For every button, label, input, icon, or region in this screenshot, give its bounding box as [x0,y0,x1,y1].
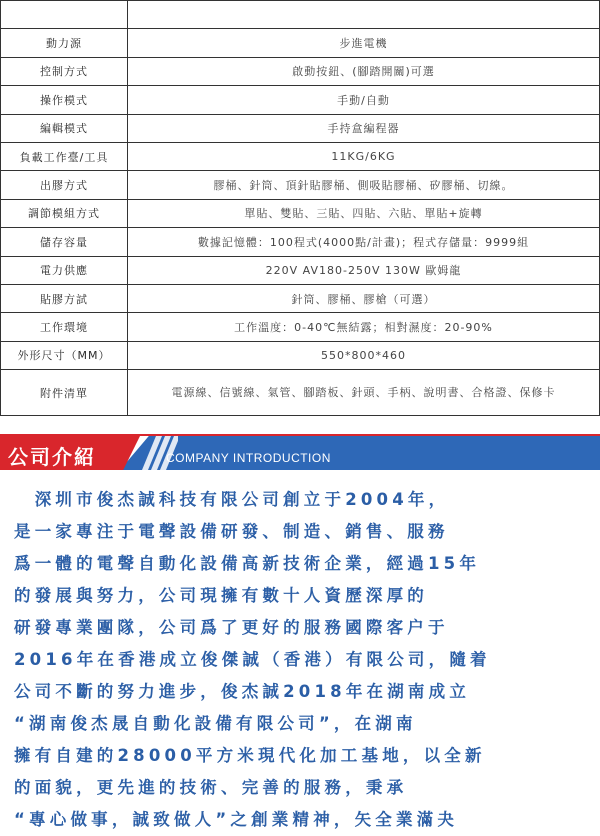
spec-label: 外形尺寸（MM） [1,341,128,369]
intro-line: 公司不斷的努力進步，俊杰誠2018年在湖南成立 [14,682,471,701]
spec-label: 儲存容量 [1,228,128,256]
spec-row [1,171,600,199]
spec-label: 操作模式 [1,86,128,114]
spec-row [1,29,600,57]
spec-label: 調節模組方式 [1,199,128,227]
intro-line: 的面貌，更先進的技術、完善的服務，秉承 [14,778,408,797]
spec-value: 550*800*460 [128,341,600,369]
section-title: 公司介紹 [8,445,96,469]
spec-value: 工作溫度：0-40℃無結露；相對濕度：20-90% [128,313,600,341]
spec-value: 電源線、信號線、氣管、腳踏板、針頭、手柄、說明書、合格證、保修卡 [128,370,600,416]
spec-value [128,1,600,29]
spec-value: 單貼、雙貼、三貼、四貼、六貼、單貼+旋轉 [128,199,600,227]
spec-value: 11KG/6KG [128,142,600,170]
intro-line: “湖南俊杰晟自動化設備有限公司”，在湖南 [14,714,417,733]
spec-table [0,0,600,416]
intro-line: 深圳市俊杰誠科技有限公司創立于2004年， [14,490,450,509]
spec-label: 出膠方式 [1,171,128,199]
spec-row [1,114,600,142]
intro-line: 擁有自建的28000平方米現代化加工基地，以全新 [14,746,486,765]
intro-line: 是一家專注于電聲設備研發、制造、銷售、服務 [14,522,449,541]
spec-value: 數據記憶體：100程式(4000點/計畫)；程式存儲量：9999組 [128,228,600,256]
spec-value: 220V AV180-250V 130W 歐姆龍 [128,256,600,284]
intro-line: “專心做事，誠致做人”之創業精神，矢全業滿夬 [14,810,459,829]
intro-line: 的發展與努力，公司現擁有數十人資歷深厚的 [14,586,428,605]
spec-value: 膠桶、針筒、頂針貼膠桶、側吸貼膠桶、矽膠桶、切線。 [128,171,600,199]
spec-label: 附件清單 [1,370,128,416]
intro-line: 2016年在香港成立俊傑誠（香港）有限公司，隨着 [14,650,491,669]
spec-value: 針筒、膠桶、膠槍（可選） [128,284,600,312]
intro-line: 爲一體的電聲自動化設備高新技術企業，經過15年 [14,554,481,573]
spec-value: 手動/自動 [128,86,600,114]
spec-row [1,313,600,341]
spec-row [1,57,600,85]
section-subtitle: COMPANY INTRODUCTION [166,451,331,465]
spec-label: 動力源 [1,29,128,57]
spec-row [1,228,600,256]
spec-label: 電力供應 [1,256,128,284]
banner-divider [0,434,600,436]
spec-row [1,256,600,284]
spec-row [1,341,600,369]
spec-label: 控制方式 [1,57,128,85]
spec-row [1,284,600,312]
spec-label: 工作環境 [1,313,128,341]
spec-row [1,86,600,114]
spec-row [1,370,600,416]
spec-label: 編輯模式 [1,114,128,142]
intro-line: 研發專業團隊，公司爲了更好的服務國際客户于 [14,618,449,637]
spec-value: 手持盒編程器 [128,114,600,142]
spec-row [1,1,600,29]
spec-label [1,1,128,29]
spec-value: 步進電機 [128,29,600,57]
spec-label: 貼膠方試 [1,284,128,312]
spec-row [1,142,600,170]
spec-label: 負載工作臺/工具 [1,142,128,170]
spec-row [1,199,600,227]
spec-value: 啟動按鈕、(腳踏開關)可選 [128,57,600,85]
company-intro-text [14,484,590,836]
